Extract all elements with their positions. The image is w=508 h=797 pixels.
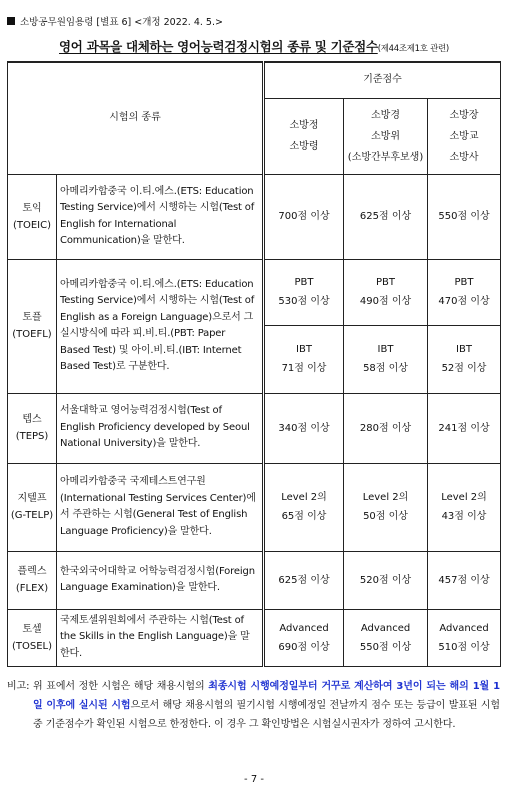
- exam-name-cell: 플렉스 (FLEX): [8, 551, 57, 609]
- exam-name-cell: 텝스 (TEPS): [8, 393, 57, 463]
- score-table: [7, 61, 501, 667]
- score-cell: Level 2의 50점 이상: [344, 463, 428, 551]
- score-cell: 520점 이상: [344, 551, 428, 609]
- table-row: [8, 259, 501, 325]
- exam-name-cell: 지텔프 (G-TELP): [8, 463, 57, 551]
- score-cell: Advanced 690점 이상: [264, 609, 344, 666]
- score-cell: PBT 470점 이상: [428, 259, 501, 325]
- score-cell: 625점 이상: [264, 551, 344, 609]
- header-group-3: 소방장 소방교 소방사: [428, 98, 501, 174]
- score-cell: 550점 이상: [428, 174, 501, 259]
- score-cell: Advanced 550점 이상: [344, 609, 428, 666]
- header-text: 소방공무원임용령 [별표 6] <개정 2022. 4. 5.>: [20, 17, 223, 28]
- score-cell: Level 2의 43점 이상: [428, 463, 501, 551]
- exam-name-cell: 토플 (TOEFL): [8, 259, 57, 393]
- remarks-highlight: 최종시험 시행예정일부터 거꾸로 계산하여 3년이 되는 해의 1월 1일 이후에 실시된 시험: [33, 681, 500, 711]
- score-cell: IBT 58점 이상: [344, 325, 428, 393]
- remarks-body: 위 표에서 정한 시험은 해당 채용시험의 최종시험 시행예정일부터 거꾸로 계산하여 3년이 되는 해의 1월 1일 이후에 실시된 시험으로서 해당 채용시험의 필기시험 시행예정일 전날까지 점수 또는 등급이 발표된 시험 중 기준점수가 확인된 시험으로 한정한다. 이 경우 그 확인방법은 시험실시권자가 정하여 고시한다.: [33, 681, 500, 730]
- exam-desc-cell: 국제토셀위원회에서 주관하는 시험(Test of the Skills in the English Language)을 말한다.: [57, 609, 264, 666]
- exam-desc-cell: 아메리카합중국 이.티.에스.(ETS: Education Testing Service)에서 시행하는 시험(Test of English for International Communication)을 말한다.: [57, 174, 264, 259]
- score-cell: IBT 52점 이상: [428, 325, 501, 393]
- remarks-note: [7, 677, 500, 734]
- score-cell: PBT 530점 이상: [264, 259, 344, 325]
- score-cell: Level 2의 65점 이상: [264, 463, 344, 551]
- title-ref: (제44조제1호 관련): [377, 44, 449, 54]
- table-row: [8, 551, 501, 609]
- table-row: [8, 393, 501, 463]
- score-cell: 340점 이상: [264, 393, 344, 463]
- table-row: [8, 174, 501, 259]
- header-exam-type: 시험의 종류: [8, 62, 264, 174]
- header-group-1: 소방정 소방령: [264, 98, 344, 174]
- document-title: [0, 37, 508, 55]
- header-group-2: 소방경 소방위 (소방간부후보생): [344, 98, 428, 174]
- table-row: [8, 609, 501, 666]
- table-row: [8, 463, 501, 551]
- header-standard-score: 기준점수: [264, 62, 501, 98]
- score-cell: 625점 이상: [344, 174, 428, 259]
- score-cell: Advanced 510점 이상: [428, 609, 501, 666]
- score-cell: 241점 이상: [428, 393, 501, 463]
- exam-desc-cell: 아메리카합중국 국제테스트연구원(International Testing Services Center)에서 주관하는 시험(General Test of English Language Proficiency)을 말한다.: [57, 463, 264, 551]
- exam-name-cell: 토익 (TOEIC): [8, 174, 57, 259]
- score-cell: 280점 이상: [344, 393, 428, 463]
- exam-desc-cell: 한국외국어대학교 어학능력검정시험(Foreign Language Examination)을 말한다.: [57, 551, 264, 609]
- exam-name-cell: 토셀 (TOSEL): [8, 609, 57, 666]
- document-header: [7, 14, 223, 28]
- exam-desc-cell: 서울대학교 영어능력검정시험(Test of English Proficiency developed by Seoul National University)을 말한다.: [57, 393, 264, 463]
- page-number: - 7 -: [244, 774, 264, 785]
- score-cell: 457점 이상: [428, 551, 501, 609]
- score-cell: 700점 이상: [264, 174, 344, 259]
- title-main: 영어 과목을 대체하는 영어능력검정시험의 종류 및 기준점수: [59, 39, 378, 54]
- remarks-label: 비고:: [7, 681, 30, 692]
- score-cell: PBT 490점 이상: [344, 259, 428, 325]
- exam-desc-cell: 아메리카합중국 이.티.에스.(ETS: Education Testing Service)에서 시행하는 시험(Test of English as a Foreign Language)으로서 그 실시방식에 따라 피.비.티.(PBT: Paper Based Test) 및 아이.비.티.(IBT: Internet Based Test)로 구분한다.: [57, 259, 264, 393]
- score-cell: IBT 71점 이상: [264, 325, 344, 393]
- square-bullet-icon: [7, 17, 15, 25]
